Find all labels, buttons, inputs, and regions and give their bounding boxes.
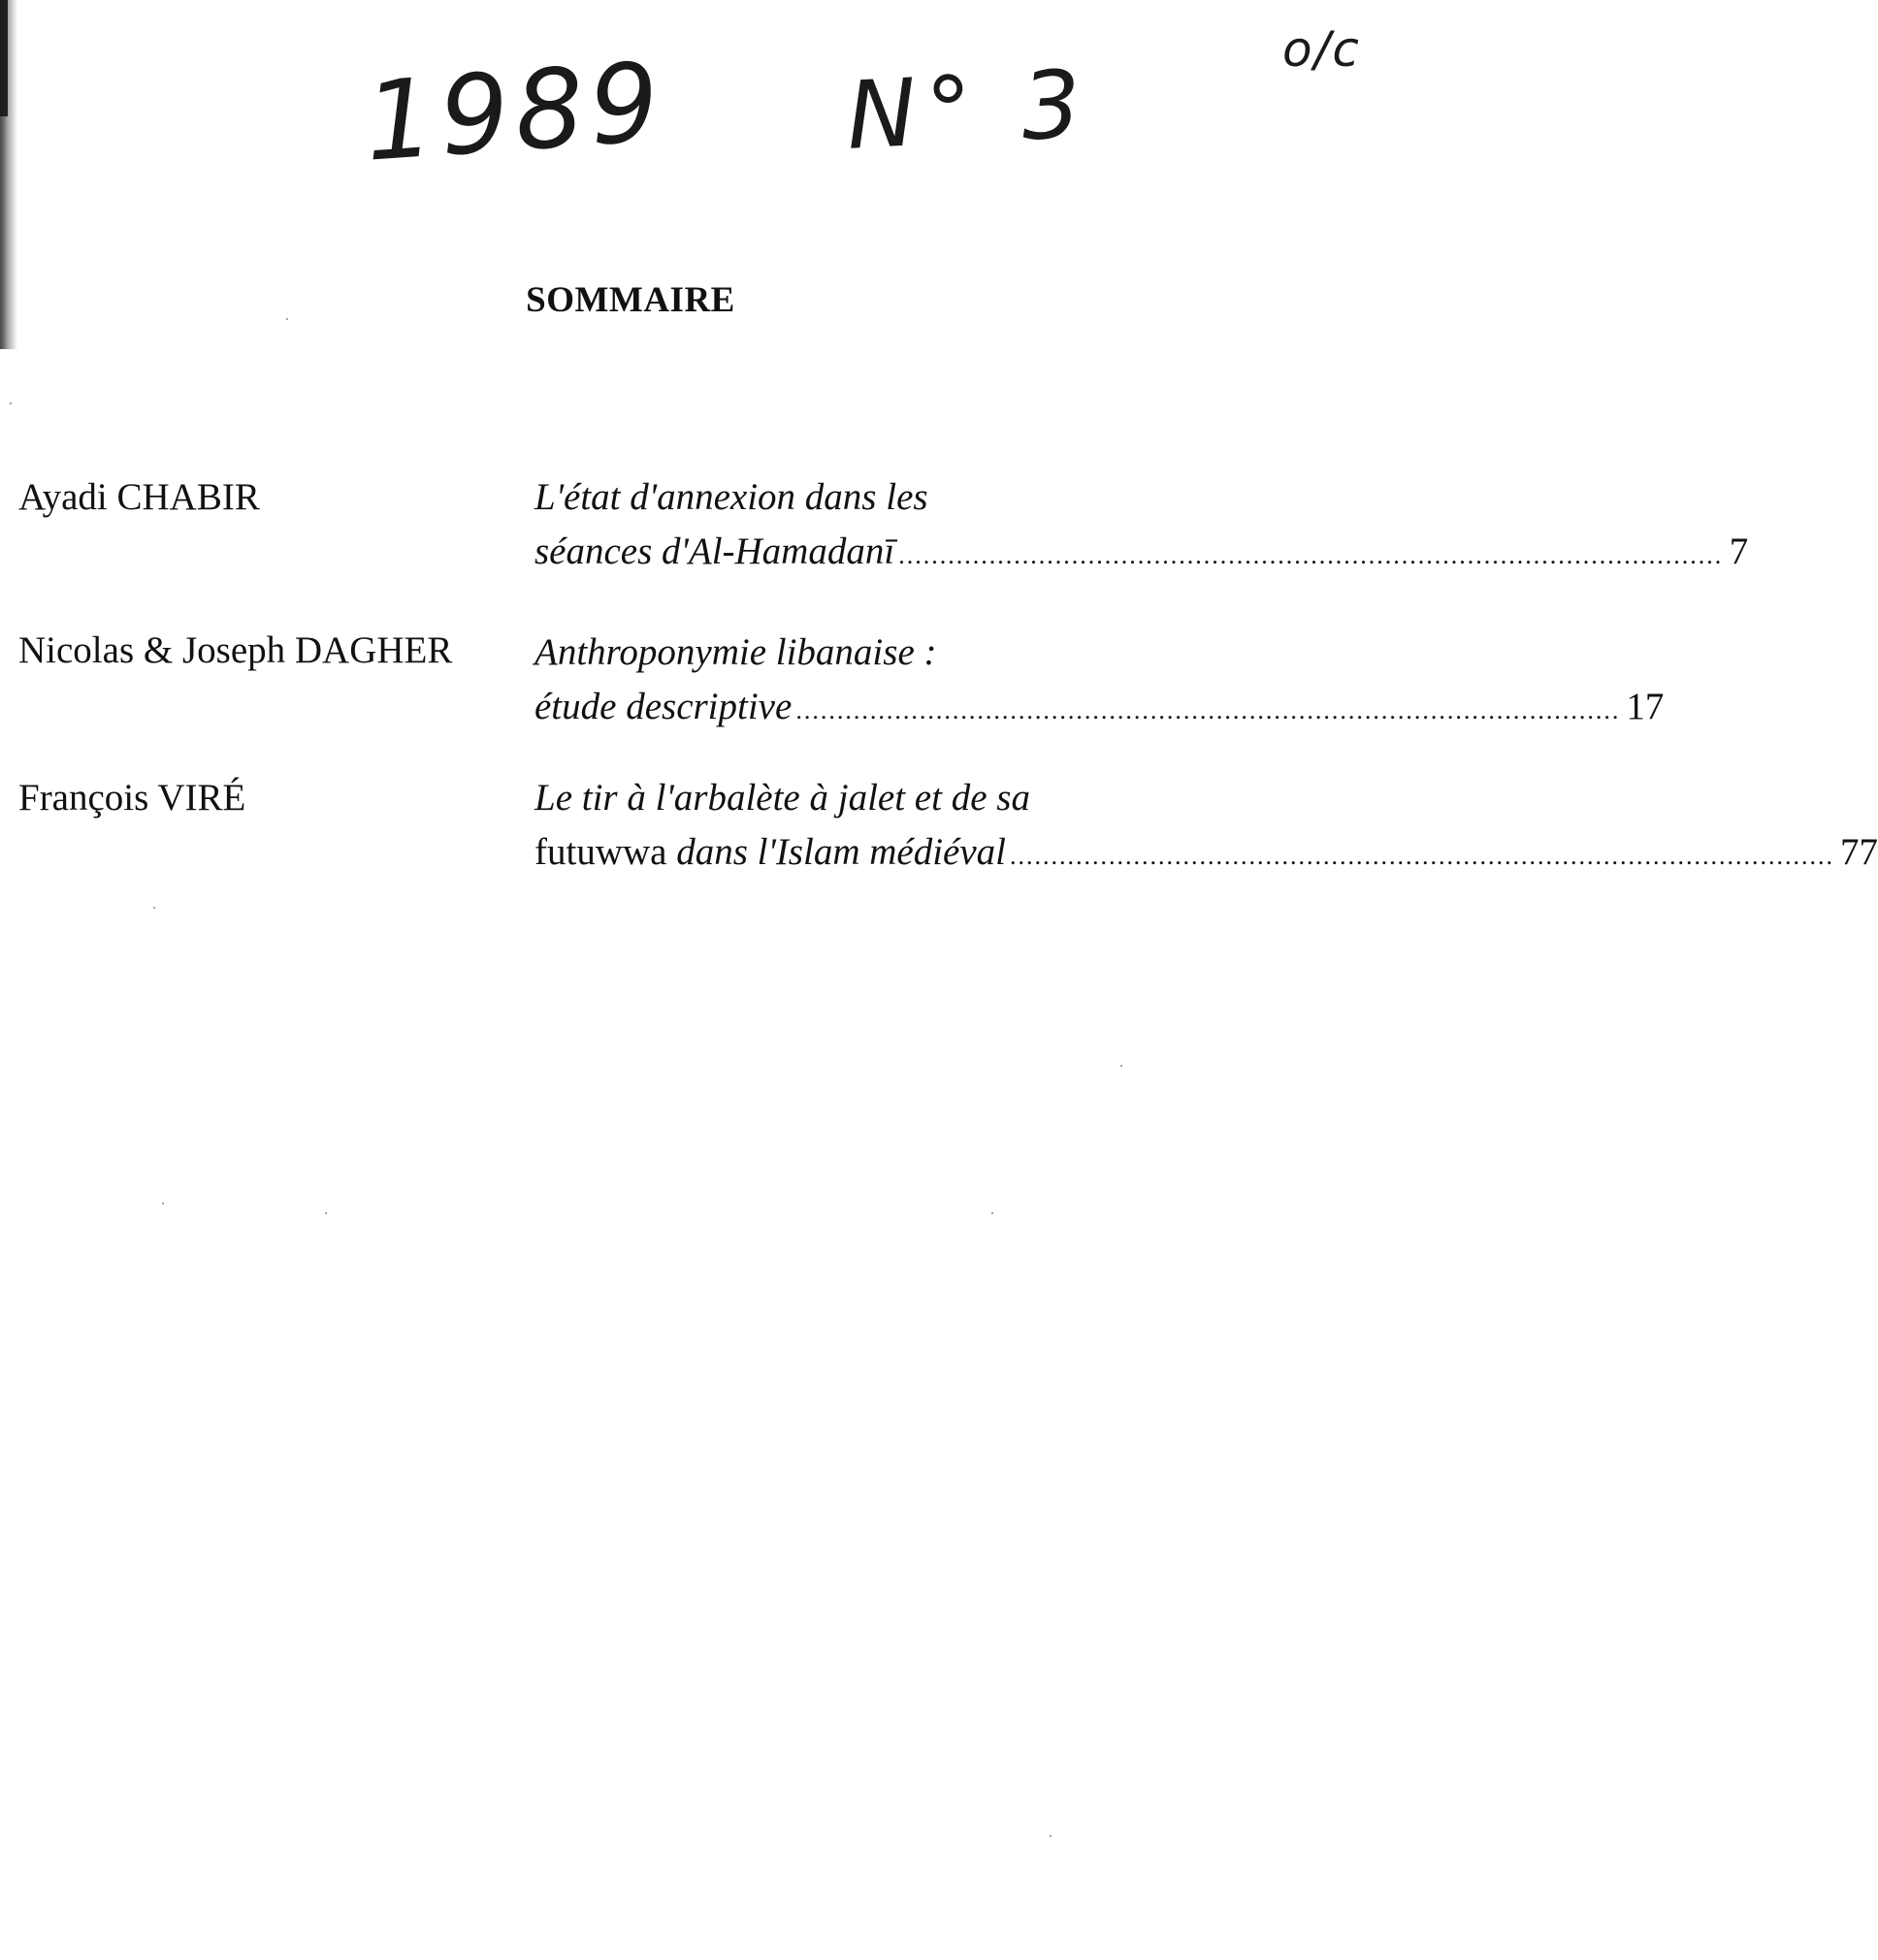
toc-author: Nicolas & Joseph DAGHER <box>18 629 453 671</box>
scan-speck <box>1120 1065 1122 1067</box>
scan-speck <box>286 318 288 320</box>
toc-article-title <box>534 771 1878 884</box>
toc-page-number: 7 <box>1729 530 1749 572</box>
toc-author: Ayadi CHABIR <box>18 476 260 518</box>
handwritten-corner-mark: o/c <box>1282 21 1361 78</box>
toc-author: François VIRÉ <box>18 777 246 819</box>
toc-title-line1: L'état d'annexion dans les <box>534 476 928 518</box>
toc-article-title <box>534 470 1749 583</box>
toc-title-line2-roman: futuwwa <box>534 831 667 873</box>
toc-title-line2-italic: étude descriptive <box>534 686 793 727</box>
handwritten-issue-number: N° 3 <box>844 48 1093 171</box>
toc-leader-dots: .................................................................................................... <box>795 696 1621 724</box>
toc-title-line2-italic: séances d'Al-Hamadanī <box>534 530 895 572</box>
scan-speck <box>162 1203 164 1205</box>
scan-edge-dark-strip <box>0 0 8 116</box>
toc-leader-dots: .................................................................................................... <box>898 541 1724 569</box>
scan-speck <box>991 1212 993 1214</box>
toc-page-number: 77 <box>1840 831 1878 873</box>
scan-speck <box>10 402 12 404</box>
toc-title-line2 <box>534 525 1749 583</box>
handwritten-year: 1989 <box>361 39 669 186</box>
toc-page-number: 17 <box>1626 686 1665 727</box>
scan-speck <box>325 1212 327 1214</box>
toc-title-line2 <box>534 680 1665 738</box>
toc-title-line2-italic: dans l'Islam médiéval <box>666 831 1007 873</box>
toc-title-line1: Le tir à l'arbalète à jalet et de sa <box>534 777 1030 819</box>
scan-speck <box>1050 1835 1052 1837</box>
toc-article-title <box>534 626 1665 738</box>
toc-leader-dots: .................................................................................................... <box>1010 842 1835 870</box>
toc-title-line1: Anthroponymie libanaise : <box>534 631 937 673</box>
page-title: SOMMAIRE <box>526 280 735 320</box>
scan-speck <box>153 907 155 909</box>
toc-title-line2 <box>534 825 1878 884</box>
